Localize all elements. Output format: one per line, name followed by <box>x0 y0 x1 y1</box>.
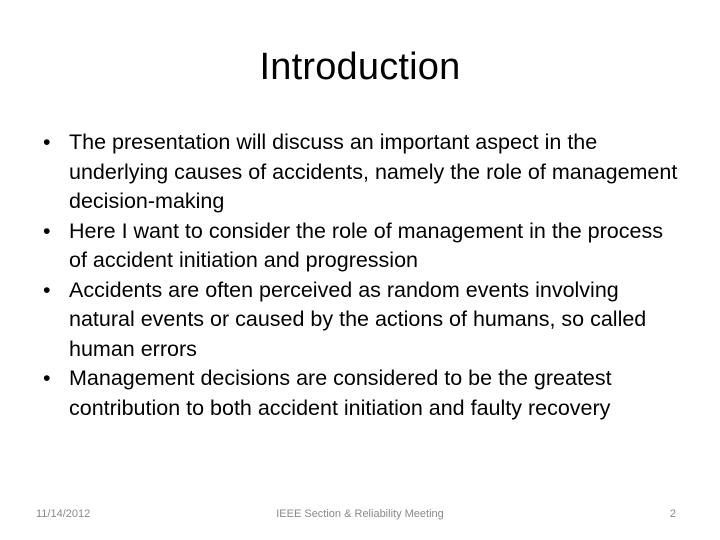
bullet-marker: • <box>43 130 51 154</box>
bullet-item <box>36 217 684 276</box>
bullet-marker: • <box>43 277 51 302</box>
bullet-text: The presentation will discuss an important aspect in the underlying causes of accidents, namely the role of management decision-making <box>69 130 678 213</box>
bullet-text: Here I want to consider the role of management in the process of accident initiation and progression <box>69 218 663 272</box>
bullet-item <box>36 128 684 217</box>
slide-title: Introduction <box>259 46 461 88</box>
footer-title: IEEE Section & Reliability Meeting <box>276 508 444 520</box>
bullet-list <box>36 128 684 423</box>
bullet-marker: • <box>43 218 51 243</box>
footer-date: 11/14/2012 <box>36 508 91 520</box>
bullet-text: Accidents are often perceived as random events involving natural events or caused by the actions of humans, so called human errors <box>69 277 647 361</box>
bullet-text: Management decisions are considered to be the greatest contribution to both accident initiation and faulty recovery <box>69 366 612 420</box>
page-number: 2 <box>669 508 676 520</box>
bullet-marker: • <box>43 366 51 390</box>
bullet-item <box>36 364 684 423</box>
bullet-item <box>36 276 684 365</box>
